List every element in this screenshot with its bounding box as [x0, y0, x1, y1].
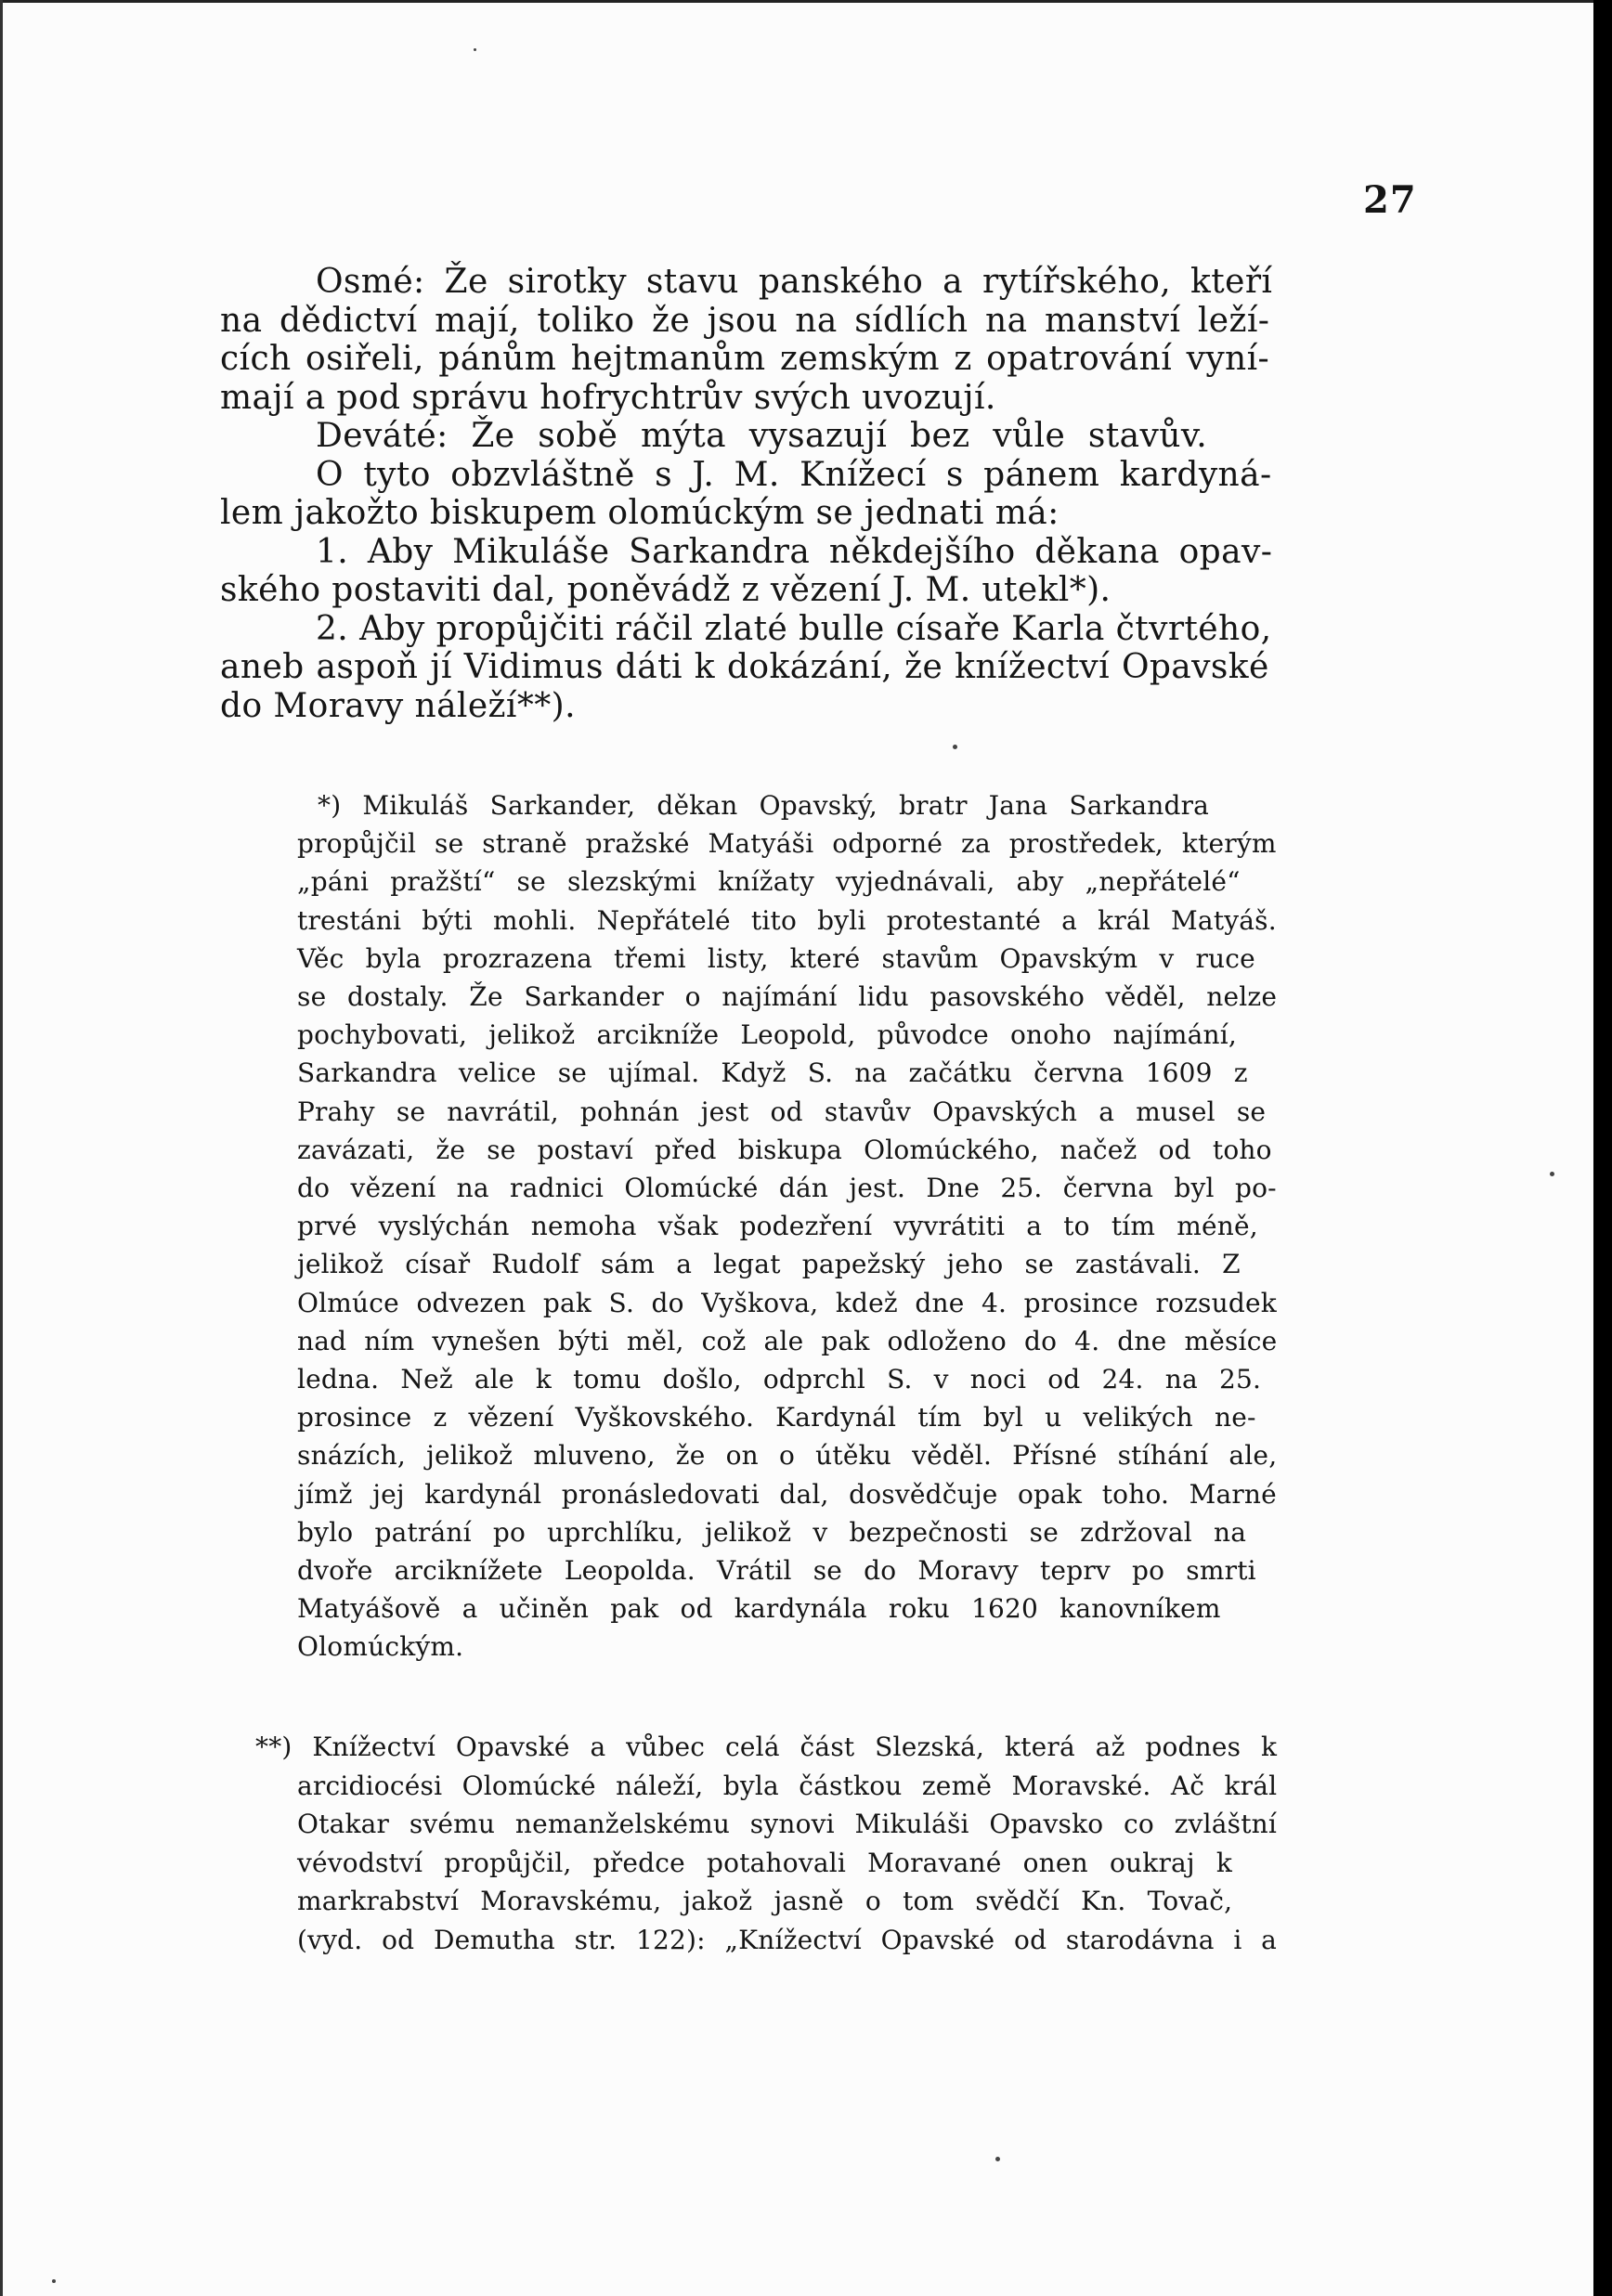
footnote1-line: ledna. Než ale k tomu došlo, odprchl S. v noci od 24. na 25.: [297, 1364, 1262, 1394]
main_text-line: mají a pod správu hofrychtrův svých uvozují.: [220, 378, 996, 417]
footnote1-line: se dostaly. Že Sarkander o najímání lidu pasovského věděl, nelze: [297, 981, 1278, 1012]
footnote1-line: do vězení na radnici Olomúcké dán jest. Dne 25. června byl po-: [297, 1173, 1277, 1203]
main_text-line: 2. Aby propůjčiti ráčil zlaté bulle císaře Karla čtvrtého,: [316, 609, 1272, 648]
scan-speck: [953, 745, 957, 749]
page-number: 27: [1363, 178, 1417, 222]
footnote1-line: jímž jej kardynál pronásledovati dal, dosvědčuje opak toho. Marné: [297, 1478, 1277, 1510]
main_text-line: aneb aspoň jí Vidimus dáti k dokázání, že knížectví Opavské: [220, 648, 1269, 686]
footnote2-line: markrabství Moravskému, jakož jasně o tom svědčí Kn. Tovač,: [297, 1886, 1233, 1916]
footnote2-line: Otakar svému nemanželskému synovi Mikuláši Opavsko co zvláštní: [297, 1809, 1278, 1839]
scan-speck: [995, 2157, 1000, 2161]
scan-edge-left: [0, 0, 3, 2296]
footnote1-line: prvé vyslýchán nemoha však podezření vyvrátiti a to tím méně,: [297, 1211, 1258, 1242]
main_text-line: Osmé: Že sirotky stavu panského a rytířského, kteří: [316, 263, 1273, 301]
footnote1-line: dvoře arciknížete Leopolda. Vrátil se do Moravy teprv po smrti: [297, 1555, 1256, 1586]
footnote2-line: **) Knížectví Opavské a vůbec celá část Slezská, která až podnes k: [255, 1732, 1278, 1762]
main_text-line: do Moravy náleží**).: [220, 686, 576, 725]
footnote1-line: prosince z vězení Vyškovského. Kardynál tím byl u velikých ne-: [297, 1402, 1256, 1433]
footnote1-line: jelikož císař Rudolf sám a legat papežský jeho se zastávali. Z: [297, 1249, 1241, 1280]
scan-speck: [474, 48, 476, 51]
footnote2-line: arcidiocési Olomúcké náleží, byla částkou země Moravské. Ač král: [297, 1770, 1278, 1801]
footnote1-line: „páni pražští“ se slezskými knížaty vyjednávali, aby „nepřátelé“: [297, 866, 1241, 898]
main_text-line: na dědictví mají, toliko že jsou na sídlích na manství leží-: [220, 301, 1270, 340]
footnote1-line: propůjčil se straně pražské Matyáši odporné za prostředek, kterým: [297, 828, 1277, 860]
footnote1-line: bylo patrání po uprchlíku, jelikož v bezpečnosti se zdržoval na: [297, 1516, 1247, 1548]
main_text-line: cích osiřeli, pánům hejtmanům zemským z opatrování vyní-: [220, 340, 1270, 378]
footnote1-line: pochybovati, jelikož arcikníže Leopold, původce onoho najímání,: [297, 1019, 1237, 1051]
footnote1-line: Prahy se navrátil, pohnán jest od stavův Opavských a musel se: [297, 1096, 1267, 1127]
main_text-line: O tyto obzvláštně s J. M. Knížecí s pánem kardyná-: [316, 455, 1272, 494]
footnote1-line: Věc byla prozrazena třemi listy, které stavům Opavským v ruce: [297, 942, 1255, 974]
scan-speck: [1550, 1172, 1554, 1176]
footnote1-line: Sarkandra velice se ujímal. Když S. na začátku června 1609 z: [297, 1057, 1248, 1089]
scan-edge-top: [0, 0, 1593, 3]
scan-speck: [52, 2279, 56, 2283]
footnote1-line: nad ním vynešen býti měl, což ale pak odloženo do 4. dne měsíce: [297, 1325, 1278, 1356]
footnote1-line: *) Mikuláš Sarkander, děkan Opavský, bratr Jana Sarkandra: [318, 790, 1210, 821]
main_text-line: Deváté: Že sobě mýta vysazují bez vůle stavův.: [316, 417, 1208, 455]
footnote2-line: vévodství propůjčil, předce potahovali Moravané onen oukraj k: [297, 1847, 1233, 1878]
footnote1-line: Olmúce odvezen pak S. do Vyškova, kdež dne 4. prosince rozsudek: [297, 1287, 1277, 1318]
scan-edge-right: [1593, 0, 1612, 2296]
main_text-line: 1. Aby Mikuláše Sarkandra někdejšího děkana opav-: [316, 532, 1273, 571]
footnote2-line: (vyd. od Demutha str. 122): „Knížectví Opavské od starodávna i a: [297, 1924, 1278, 1955]
footnote1-line: zavázati, že se postaví před biskupa Olomúckého, načež od toho: [297, 1134, 1272, 1165]
main_text-line: ského postaviti dal, poněvádž z vězení J. M. utekl*).: [220, 571, 1112, 609]
footnote1-line: Olomúckým.: [297, 1631, 464, 1663]
footnote1-line: trestáni býti mohli. Nepřátelé tito byli protestanté a král Matyáš.: [297, 904, 1277, 936]
footnote1-line: Matyášově a učiněn pak od kardynála roku 1620 kanovníkem: [297, 1593, 1221, 1625]
main_text-line: lem jakožto biskupem olomúckým se jednati má:: [220, 494, 1060, 532]
footnote1-line: snázích, jelikož mluveno, že on o útěku věděl. Přísné stíhání ale,: [297, 1440, 1278, 1472]
